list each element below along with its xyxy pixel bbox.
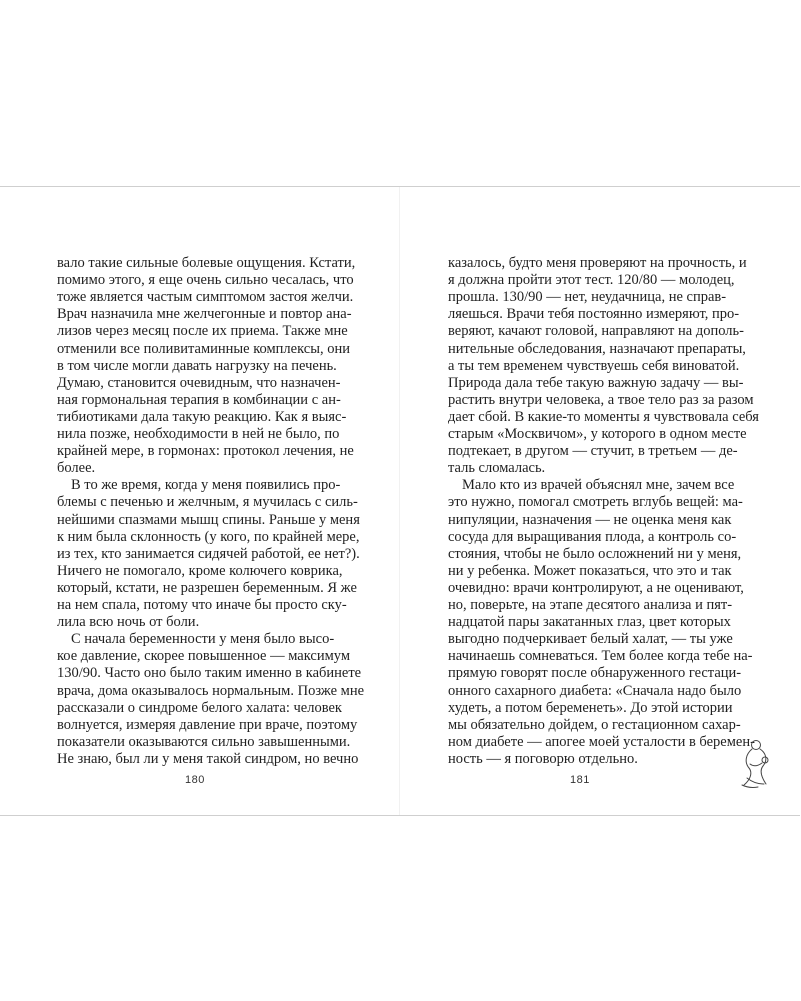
text-line: к ним была склонность (у кого, по крайней мере, [57,528,360,545]
text-line: 130/90. Часто оно было таким именно в кабинете [57,665,362,682]
text-line: стояния, чтобы не было осложнений ни у меня, [448,545,742,562]
text-line: дает сбой. В какие-то моменты я чувствовала себя [448,408,759,425]
text-line: я должна пройти этот тест. 120/80 — молодец, [448,272,735,289]
text-line: веряют, качают головой, направляют на дополь- [448,323,744,340]
text-line: это нужно, помогал смотреть вглубь вещей: ма- [448,494,743,511]
text-line: на нем спала, потому что иначе бы просто ску- [57,597,347,613]
text-line: выгодно подчеркивает белый халат, — ты уже [448,631,733,648]
text-line: Не знаю, был ли у меня такой синдром, но вечно [57,750,359,767]
text-line: подтекает, в другом — стучит, в третьем — де- [448,443,738,460]
text-line: вало такие сильные болевые ощущения. Кстати, [57,255,356,271]
text-line: в том числе могли давать нагрузку на печень. [57,357,337,374]
text-line: Мало кто из врачей объяснял мне, зачем все [462,477,735,494]
text-line: блемы с печенью и желчным, я мучилась с силь- [57,494,358,511]
book-spread [0,186,800,816]
page-number-right: 181 [570,774,590,786]
text-line: нительные обследования, назначают препараты, [448,340,746,357]
text-line: С начала беременности у меня было высо- [71,631,335,648]
text-line: ном диабете — апогее моей усталости в беремен- [448,733,755,750]
text-line: Думаю, становится очевидным, что назначен- [57,374,341,391]
text-line: рассказали о синдроме белого халата: человек [57,699,342,716]
right-page [400,187,800,815]
text-line: нипуляции, назначения — не оценка меня как [448,511,732,528]
text-line: ность — я поговорю отдельно. [448,750,638,767]
text-line: кое давление, скорее повышенное — максимум [57,648,351,665]
text-line: Врач назначила мне желчегонные и повтор ана- [57,306,352,323]
text-line: нила позже, необходимости в ней не было, по [57,426,340,442]
text-line: ляешься. Врачи тебя постоянно измеряют, про- [448,306,740,323]
text-line: отменили все поливитаминные комплексы, они [57,340,350,357]
text-line: онного сахарного диабета: «Сначала надо было [448,682,742,699]
text-line: Ничего не помогало, кроме колючего коврика, [57,562,343,579]
text-line: нейшими спазмами мышц спины. Раньше у меня [57,511,360,528]
text-line: который, кстати, не разрешен беременным. Я же [57,579,357,596]
text-line: сосуда для выращивания плода, а контроль со- [448,528,737,545]
text-line: из тех, кто занимается сидячей работой, ее нет?). [57,545,360,562]
text-line: лила всю ночь от боли. [57,614,200,631]
text-line: худеть, а потом беременеть». До этой истории [448,699,733,716]
page-number-left: 180 [185,774,205,786]
text-line: крайней мере, в гормонах: протокол лечения, не [57,443,354,460]
text-line: показатели оказываются сильно завышенными. [57,733,351,750]
text-line: В то же время, когда у меня появились про- [71,477,341,494]
text-line: прошла. 130/90 — нет, неудачница, не справ- [448,289,727,306]
text-line: помимо этого, я еще очень сильно чесалась, что [57,272,354,289]
text-line: ни у ребенка. Может показаться, что это и так [448,562,732,579]
text-line: тоже является частым симптомом застоя желчи. [57,289,354,306]
text-line: а ты тем временем чувствуешь себя виноватой. [448,357,740,374]
left-page [0,187,400,815]
text-line: старым «Москвичом», у которого в одном месте [448,426,747,442]
text-line: надцатой пары закатанных глаз, цвет которых [448,614,731,631]
text-line: врача, дома оказывалось нормальным. Позже мне [57,682,365,699]
text-line: прямую говорят после обнаруженного гестаци- [448,665,742,682]
text-line: начинаешь сомневаться. Тем более когда тебе на- [448,648,753,665]
text-line: но, поверьте, на этапе десятого анализа и пят- [448,597,733,613]
text-line: мы обязательно дойдем, о гестационном сахар- [448,716,741,733]
text-line: Природа дала тебе такую важную задачу — вы- [448,374,744,391]
text-line: тибиотиками дала такую реакцию. Как я выяс- [57,408,347,425]
text-line: более. [57,460,96,477]
text-line: казалось, будто меня проверяют на прочность, и [448,255,747,271]
text-line: лизов через месяц после их приема. Также мне [57,323,348,340]
text-line: растить внутри человека, а твое тело раз за разом [448,391,754,408]
text-line: очевидно: врачи контролируют, а не оценивают, [448,579,744,596]
mother-and-child-icon [732,738,782,790]
text-line: ная гормональная терапия в комбинации с ан- [57,391,341,408]
text-line: волнуется, измеряя давление при враче, поэтому [57,716,358,733]
text-line: таль сломалась. [448,460,546,477]
